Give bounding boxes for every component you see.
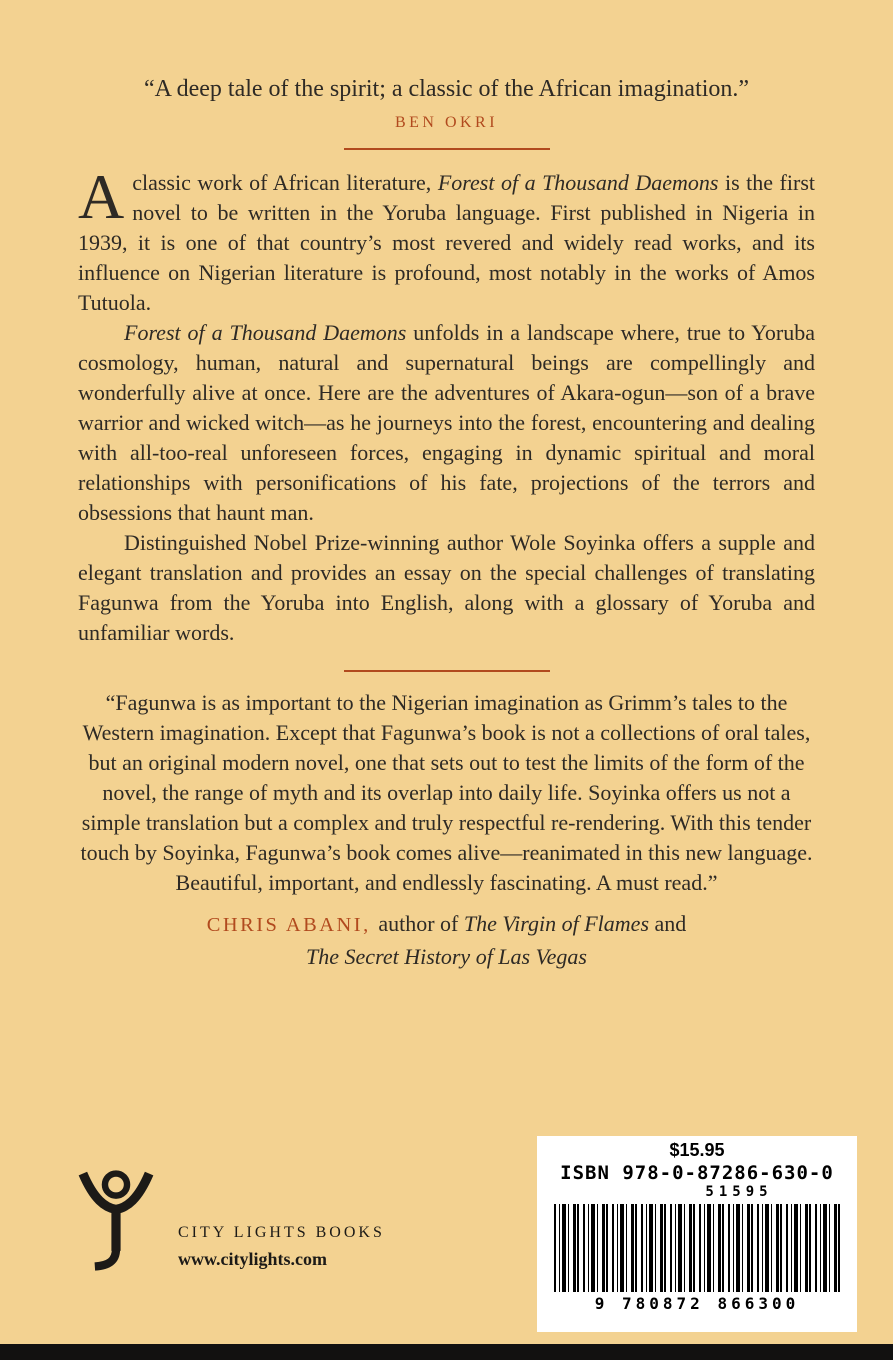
book-description: [78, 161, 815, 648]
barcode-ean-digits: 9 780872 866300: [594, 1294, 800, 1313]
description-paragraph-3: Distinguished Nobel Prize-winning author Wole Soyinka offers a supple and elegant translation and provides an essay on the special challenges of translating Fagunwa from the Yoruba into English, along with a glossary of Yoruba and unfamiliar words.: [78, 530, 815, 645]
publisher-text: [178, 1224, 385, 1272]
isbn-label: ISBN 978-0-87286-630-0: [560, 1162, 834, 1184]
blurb-attribution-line-1: CHRIS ABANI, author of The Virgin of Flames and: [206, 911, 687, 936]
publisher-block: [70, 1168, 385, 1272]
barcode-panel: [537, 1136, 857, 1332]
blurb-quote: “Fagunwa is as important to the Nigerian imagination as Grimm’s tales to the Western imagination. Except that Fagunwa’s book is not a collections of oral tales, but an original modern novel, one that sets out to test the limits of the form of the novel, the range of myth and its overlap into daily life. Soyinka offers us not a simple translation but a complex and truly respectful re-rendering. With this tender touch by Soyinka, Fagunwa’s book comes alive—reanimated in this new language. Beautiful, important, and endlessly fascinating. A must read.”: [80, 690, 813, 895]
paragraph-1-text: classic work of African literature, Forest of a Thousand Daemons is the first novel to be written in the Yoruba language. First published in Nigeria in 1939, it is one of that country’s most revered and widely read works, and its influence on Nigerian literature is profound, most notably in the works of Amos Tutuola.: [78, 170, 815, 315]
top-quote-attribution: BEN OKRI: [394, 114, 499, 131]
divider-rule-bottom: [344, 670, 550, 672]
bottom-black-strip: [0, 1344, 893, 1360]
blurb-attribution-line-2: The Secret History of Las Vegas: [306, 944, 587, 969]
publisher-website: www.citylights.com: [178, 1249, 327, 1269]
barcode-addon-code: 51595: [705, 1184, 773, 1200]
price-label: $15.95: [669, 1140, 725, 1160]
barcode-bars: [554, 1204, 840, 1292]
city-lights-logo-icon: [70, 1168, 162, 1272]
description-paragraph-1: [78, 161, 815, 318]
publisher-name: CITY LIGHTS BOOKS: [178, 1224, 385, 1241]
top-quote: “A deep tale of the spirit; a classic of the African imagination.”: [143, 76, 750, 102]
divider-rule-top: [344, 148, 550, 150]
description-paragraph-2: Forest of a Thousand Daemons unfolds in a landscape where, true to Yoruba cosmology, human, natural and supernatural beings are compellingly and wonderfully alive at once. Here are the adventures of Akara-ogun—son of a brave warrior and wicked witch—as he journeys into the forest, encountering and dealing with all-too-real unforeseen forces, engaging in dynamic spiritual and moral relationships with personifications of his fate, projections of the terrors and obsessions that haunt man.: [78, 320, 815, 525]
cover-footer: [0, 1128, 893, 1344]
dropcap-letter: A: [78, 161, 125, 232]
